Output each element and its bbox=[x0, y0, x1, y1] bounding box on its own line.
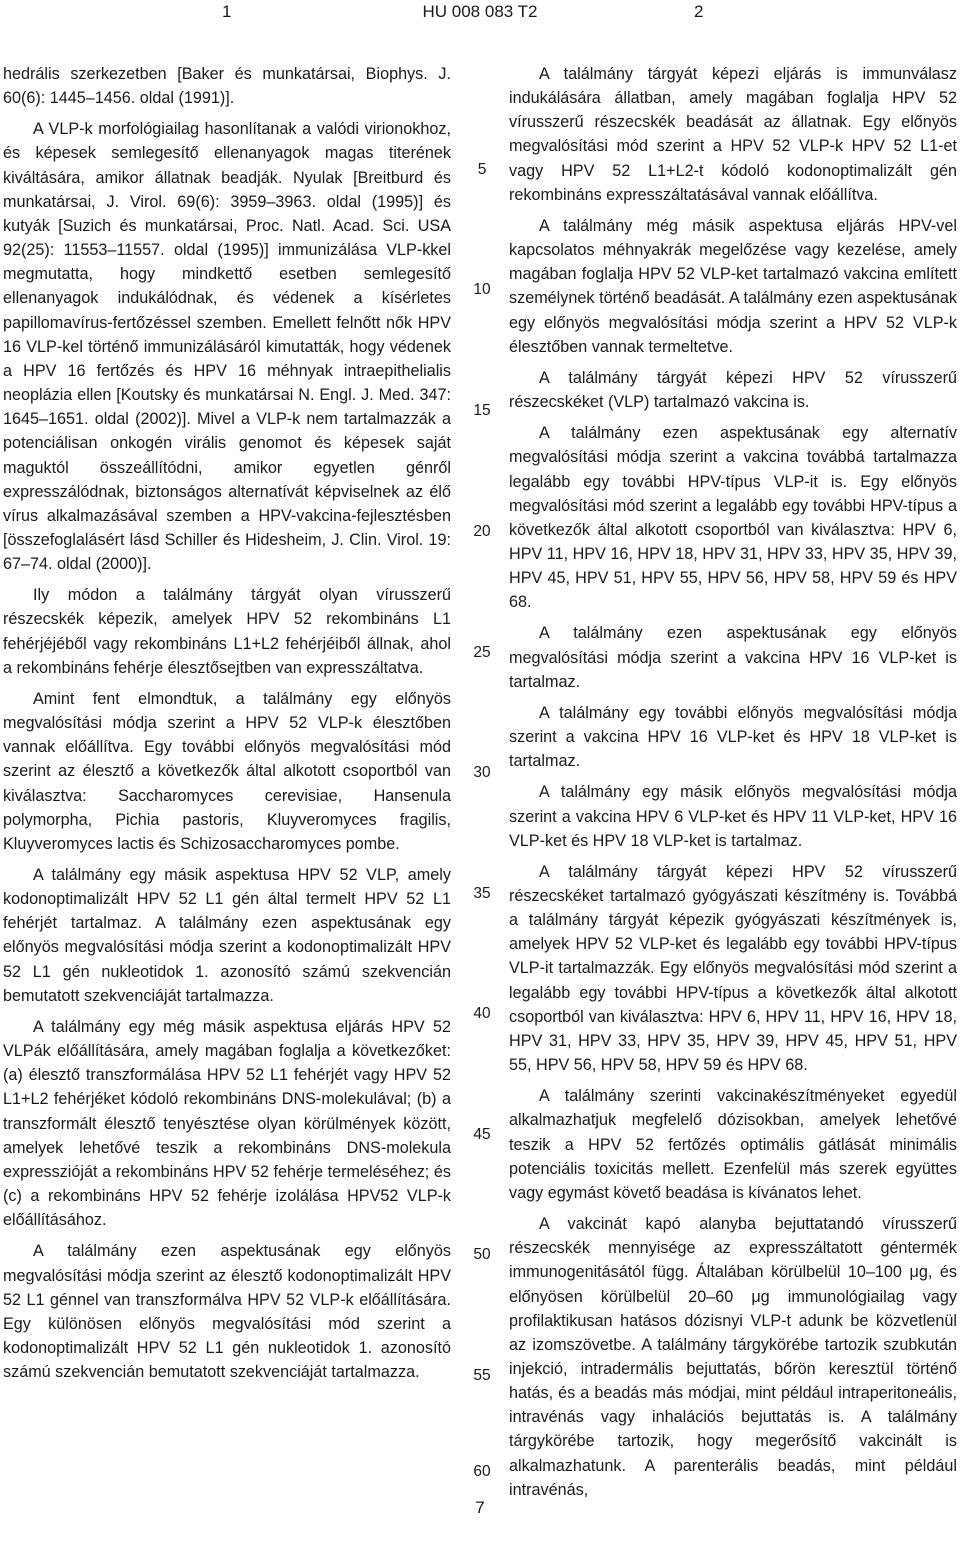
line-number: 35 bbox=[473, 885, 491, 902]
line-number: 45 bbox=[473, 1126, 491, 1143]
right-paragraph-10: A vakcinát kapó alanyba bejuttatandó vírusszerű részecskék mennyisége az expresszáltatott géntermék immunogenitásától függ. Általában körülbelül 10–100 μg, és előnyösen körülbelül 20–60 μg immunológiailag vagy profilaktikusan hatásos dózisnyi VLP-t adunk be közvetlenül az izomszövetbe. A találmány tárgykörébe tartozik szubkután injekció, intradermális bejuttatás, bőrön keresztül történő hatás, és a beadás más módjai, mint például intraperitoneális, intravénás vagy inhalációs bejuttatás is. A találmány tárgykörébe tartozik, hogy megerősítő vakcinált is alkalmazhatunk. A parenterális beadás, mint például intravénás, bbox=[509, 1215, 957, 1499]
right-text-column bbox=[509, 62, 957, 1509]
left-paragraph-4: Amint fent elmondtuk, a találmány egy előnyös megvalósítási módja szerint a HPV 52 VLP-k élesztőben vannak előállítva. Egy további előnyös megvalósítási mód szerint az élesztő a következők által alkotott csoportból van kiválasztva: Saccharomyces cerevisiae, Hansenula polymorpha, Pichia pastoris, Kluyveromyces fragilis, Kluyveromyces lactis és Schizosaccharomyces pombe. bbox=[3, 689, 451, 853]
line-number: 15 bbox=[473, 402, 491, 419]
right-paragraph-2: A találmány még másik aspektusa eljárás HPV-vel kapcsolatos méhnyakrák megelőzése vagy kezelése, amely magában foglalja HPV 52 VLP-ket tartalmazó vakcina említett személynek történő beadását. A találmány ezen aspektusának egy előnyös megvalósítási módja szerint a HPV 52 VLP-k élesztőben vannak termeltetve. bbox=[509, 216, 957, 356]
left-paragraph-2: A VLP-k morfológiailag hasonlítanak a valódi virionokhoz, és képesek semlegesítő ellenanyagok magas titerének kiváltására, amikor állatnak beadják. Nyulak [Breitburd és munkatársai, J. Virol. 69(6): 3959–3963. oldal (1995)] és kutyák [Suzich és munkatársai, Proc. Natl. Acad. Sci. USA 92(25): 11553–11557. oldal (1995)] immunizálása VLP-kkel megmutatta, hogy mindkettő esetben semlegesítő ellenanyagok indukálódnak, és védenek a kísérletes papillomavírus-fertőzéssel szemben. Emellett felnőtt nők HPV 16 VLP-kel történő immunizálásáról kimutatták, hogy védenek a HPV 16 fertőzés és HPV 16 méhnyak intraepithelialis neoplázia ellen [Koutsky és munkatársai N. Engl. J. Med. 347: 1645–1651. oldal (2002)]. Mivel a VLP-k nem tartalmazzák a potenciálisan onkogén virális genomot és képesek saját maguktól összeállítódni, amikor egyetlen génről expresszálódnak, biztonságos alternatívát képviselnek az élő vírus alkalmazásával szemben a HPV-vakcina-fejlesztésben [összefoglalásért lásd Schiller és Hidesheim, J. Clin. Virol. 19: 67–74. oldal (2000)]. bbox=[3, 120, 451, 574]
patent-number: HU 008 083 T2 bbox=[422, 2, 538, 21]
line-number: 10 bbox=[473, 281, 491, 298]
line-number: 25 bbox=[473, 644, 491, 661]
right-page-number: 2 bbox=[694, 2, 704, 21]
right-paragraph-3: A találmány tárgyát képezi HPV 52 vírusszerű részecskéket (VLP) tartalmazó vakcina is. bbox=[509, 368, 957, 412]
left-page-number: 1 bbox=[222, 2, 232, 21]
left-paragraph-7: A találmány ezen aspektusának egy előnyös megvalósítási módja szerint az élesztő kodonoptimalizált HPV 52 L1 génnel van transzformálva HPV 52 VLP-k előállítására. Egy különösen előnyös megvalósítási mód szerint a kodonoptimalizált HPV 52 L1 gén nukleotidok 1. azonosító számú szekvencián bemutatott szekvenciáját tartalmazza. bbox=[3, 1242, 451, 1382]
line-number: 50 bbox=[473, 1246, 491, 1263]
left-paragraph-5: A találmány egy másik aspektusa HPV 52 VLP, amely kodonoptimalizált HPV 52 L1 gén által termelt HPV 52 L1 fehérjét tartalmaz. A találmány ezen aspektusának egy előnyös megvalósítási módja szerint a kodonoptimalizált HPV 52 L1 gén nukleotidok 1. azonosító számú szekvencián bemutatott szekvenciáját tartalmazza. bbox=[3, 866, 451, 1005]
page-footer-number: 7 bbox=[475, 1498, 485, 1517]
right-paragraph-5: A találmány ezen aspektusának egy előnyös megvalósítási módja szerint a vakcina HPV 16 VLP-ket is tartalmaz. bbox=[509, 624, 957, 691]
left-paragraph-1: hedrális szerkezetben [Baker és munkatársai, Biophys. J. 60(6): 1445–1456. oldal (1991)]. bbox=[3, 65, 451, 108]
line-number: 55 bbox=[473, 1367, 491, 1384]
left-paragraph-6: A találmány egy még másik aspektusa eljárás HPV 52 VLPák előállítására, amely magában foglalja a következőket: (a) élesztő transzformálása HPV 52 L1 fehérjét vagy HPV 52 L1+L2 fehérjéket kódoló rekombináns DNS-molekulával; (b) a transzformált élesztő tenyésztése olyan körülmények között, amelyek lehetővé teszik a rekombináns DNS-molekula expresszióját a rekombináns HPV 52 fehérje termeléséhez; és (c) a rekombináns HPV 52 fehérje izolálása HPV52 VLP-k előállításához. bbox=[3, 1017, 451, 1230]
right-paragraph-1: A találmány tárgyát képezi eljárás is immunválasz indukálására állatban, amely magában foglalja HPV 52 vírusszerű részecskék beadását az állatnak. Egy előnyös megvalósítási mód szerint a HPV 52 VLP-k HPV 52 L1-et vagy HPV 52 L1+L2-t kódoló kodonoptimalizált gén rekombináns expresszáltatásával vannak előállítva. bbox=[509, 65, 957, 204]
right-paragraph-7: A találmány egy másik előnyös megvalósítási módja szerint a vakcina HPV 6 VLP-ket és HPV 11 VLP-ket, HPV 16 VLP-ket és HPV 18 VLP-ket is tartalmaz. bbox=[509, 783, 957, 850]
right-paragraph-6: A találmány egy további előnyös megvalósítási módja szerint a vakcina HPV 16 VLP-ket és HPV 18 VLP-ket is tartalmaz. bbox=[509, 703, 957, 771]
left-paragraph-3: Ily módon a találmány tárgyát olyan vírusszerű részecskék képezik, amelyek HPV 52 rekombináns L1 fehérjéjéből vagy rekombináns L1+L2 fehérjéiből állnak, ahol a rekombináns fehérje élesztősejtben van expresszáltatva. bbox=[3, 586, 451, 677]
right-paragraph-9: A találmány szerinti vakcinakészítményeket egyedül alkalmazhatjuk megfelelő dózisokban, amelyek lehetővé teszik a HPV 52 fertőzés optimális gátlását minimális potenciális toxicitás mellett. Ezenfelül más szerek együttes vagy egymást követő beadása is kívánatos lehet. bbox=[509, 1087, 957, 1202]
right-paragraph-4: A találmány ezen aspektusának egy alternatív megvalósítási módja szerint a vakcina továbbá tartalmazza legalább egy további HPV-típus VLP-it is. Egy előnyös megvalósítási mód szerint a legalább egy további HPV-típus a következők által alkotott csoportból van kiválasztva: HPV 6, HPV 11, HPV 16, HPV 18, HPV 31, HPV 33, HPV 35, HPV 39, HPV 45, HPV 51, HPV 55, HPV 56, HPV 58, HPV 59 és HPV 68. bbox=[509, 424, 957, 612]
line-number: 30 bbox=[473, 764, 491, 781]
right-paragraph-8: A találmány tárgyát képezi HPV 52 vírusszerű részecskéket tartalmazó gyógyászati készítmény is. Továbbá a találmány tárgyát képezik gyógyászati készítmények is, amelyek HPV 52 VLP-ket és legalább egy további HPV-típus VLP-it tartalmazzák. Egy előnyös megvalósítási mód szerint a legalább egy további HPV-típus a következők által alkotott csoportból van kiválasztva: HPV 6, HPV 11, HPV 16, HPV 18, HPV 31, HPV 33, HPV 35, HPV 39, HPV 45, HPV 51, HPV 55, HPV 56, HPV 58, HPV 59 és HPV 68. bbox=[509, 862, 957, 1075]
line-number: 60 bbox=[473, 1463, 491, 1480]
line-number: 5 bbox=[477, 161, 487, 178]
line-number: 20 bbox=[473, 523, 491, 540]
line-number: 40 bbox=[473, 1005, 491, 1022]
left-text-column bbox=[3, 62, 451, 1391]
